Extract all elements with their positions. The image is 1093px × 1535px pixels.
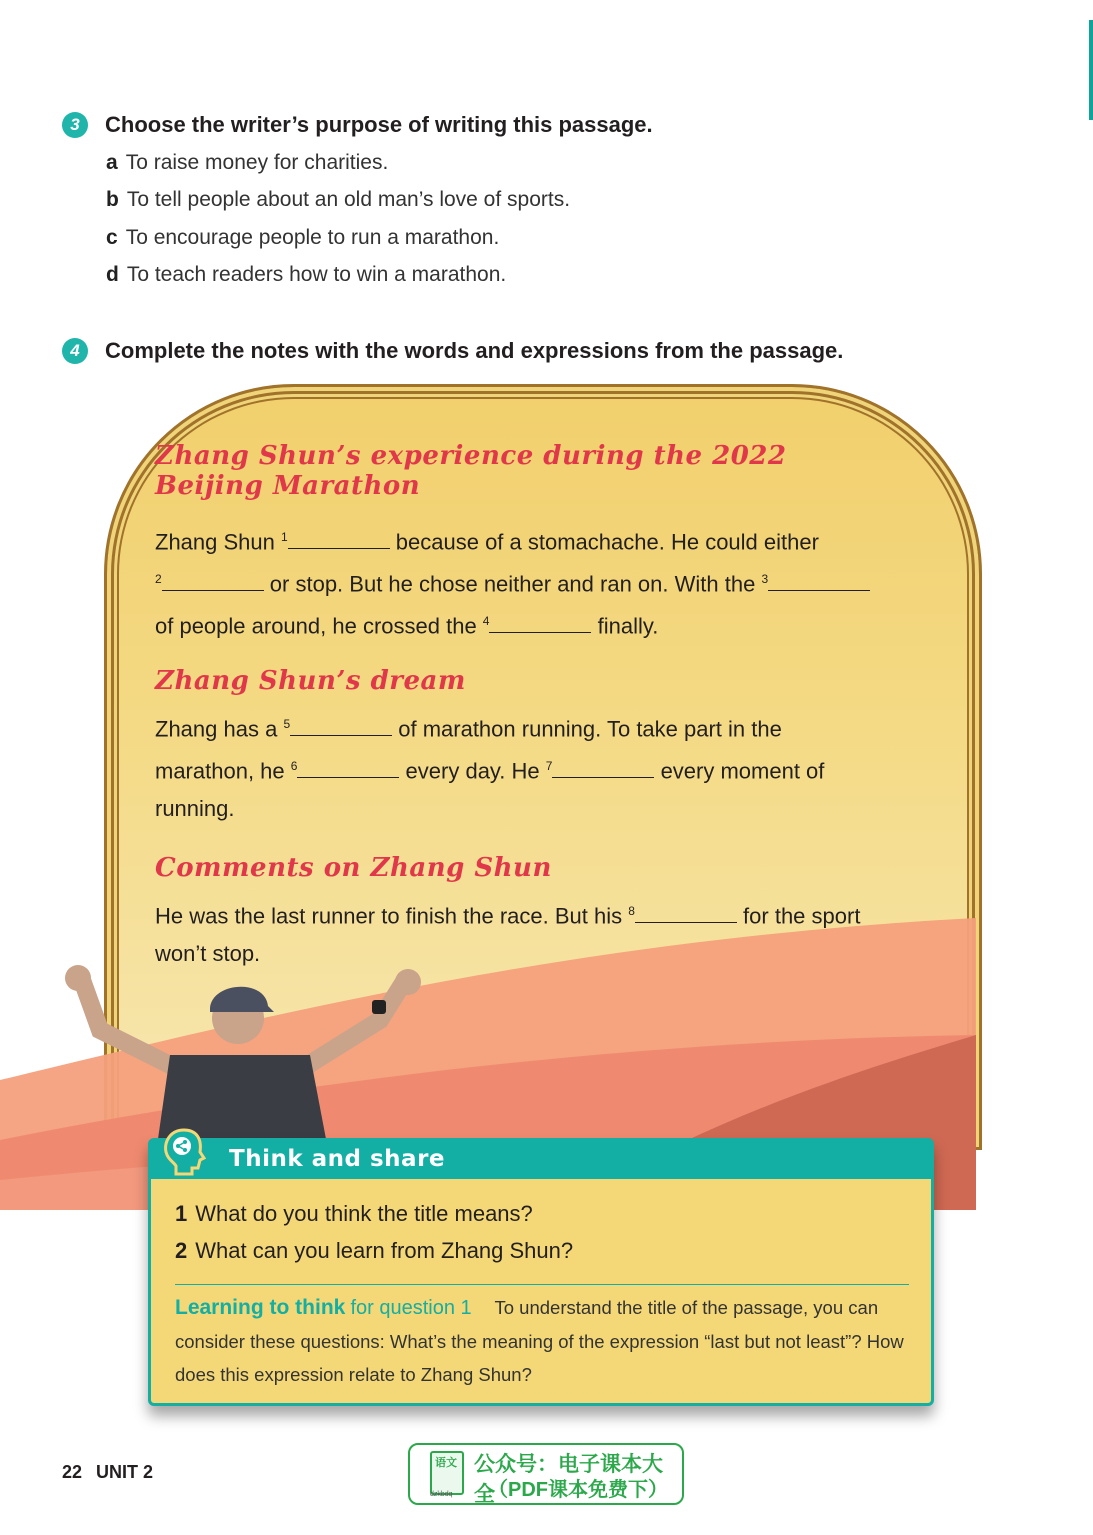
stamp-line-2: （PDF课本免费下）	[488, 1479, 668, 1501]
blank-5[interactable]	[290, 715, 392, 736]
question-3-title: Choose the writer’s purpose of writing this passage.	[105, 112, 653, 137]
option-a: a To raise money for charities.	[106, 151, 389, 174]
blank-4[interactable]	[489, 612, 591, 633]
option-d: d To teach readers how to win a marathon.	[106, 263, 507, 286]
stamp-line-1: 公众号：电子课本大全	[474, 1453, 663, 1506]
page-footer	[62, 1462, 167, 1483]
watermark-stamp: 语文 dzkbdq 公众号：电子课本大全 （PDF课本免费下）	[408, 1443, 684, 1505]
blank-1[interactable]	[288, 528, 390, 549]
blank-3[interactable]	[768, 570, 870, 591]
page-number: 22	[62, 1462, 83, 1482]
section-2-title: Zhang Shun’s dream	[155, 666, 466, 696]
section-3-text: He was the last runner to finish the race. But his $^8$ for the sport won’t stop.	[155, 903, 861, 966]
unit-label: UNIT 2	[96, 1462, 154, 1482]
question-4-title: Complete the notes with the words and expressions from the passage.	[105, 338, 844, 363]
section-2-text: Zhang has a $^5$ of marathon running. To take part in the marathon, he $^6$ every day. He $^7$ every moment of running.	[155, 716, 825, 821]
blank-8[interactable]	[635, 902, 737, 923]
question-3-heading	[62, 112, 653, 138]
runner-photo	[60, 960, 440, 1160]
section-3-title: Comments on Zhang Shun	[155, 853, 552, 883]
think-question-1: 1 What do you think the title means?	[175, 1201, 533, 1226]
question-4-heading	[62, 338, 843, 364]
think-share-box	[148, 1138, 934, 1406]
section-1-text: Zhang Shun $^1$ because of a stomachache. He could either $^2$ or stop. But he chose neither and ran on. With the $^3$ of people around, he crossed the $^4$ finally.	[155, 519, 935, 644]
option-c: c To encourage people to run a marathon.	[106, 226, 500, 249]
section-1-title: Zhang Shun’s experience during the 2022 Beijing Marathon	[155, 441, 787, 501]
page-edge-bar	[1089, 20, 1093, 120]
question-4-number: 4	[62, 338, 88, 364]
option-b: b To tell people about an old man’s love of sports.	[106, 188, 571, 211]
head-share-icon	[162, 1126, 210, 1178]
think-share-title: Think and share	[229, 1146, 446, 1172]
blank-2[interactable]	[162, 570, 264, 591]
question-3-number: 3	[62, 112, 88, 138]
blank-7[interactable]	[552, 757, 654, 778]
think-share-header	[151, 1141, 931, 1179]
book-icon: 语文	[430, 1451, 464, 1495]
blank-6[interactable]	[297, 757, 399, 778]
think-question-2: 2 What can you learn from Zhang Shun?	[175, 1238, 574, 1263]
learning-to-think: Learning to think for question 1 To understand the title of the passage, you can consider these questions: What’s the meaning of the expression “last but not least”? How does this expression relate to Zhang Shun?	[175, 1296, 904, 1385]
think-divider	[175, 1284, 909, 1285]
